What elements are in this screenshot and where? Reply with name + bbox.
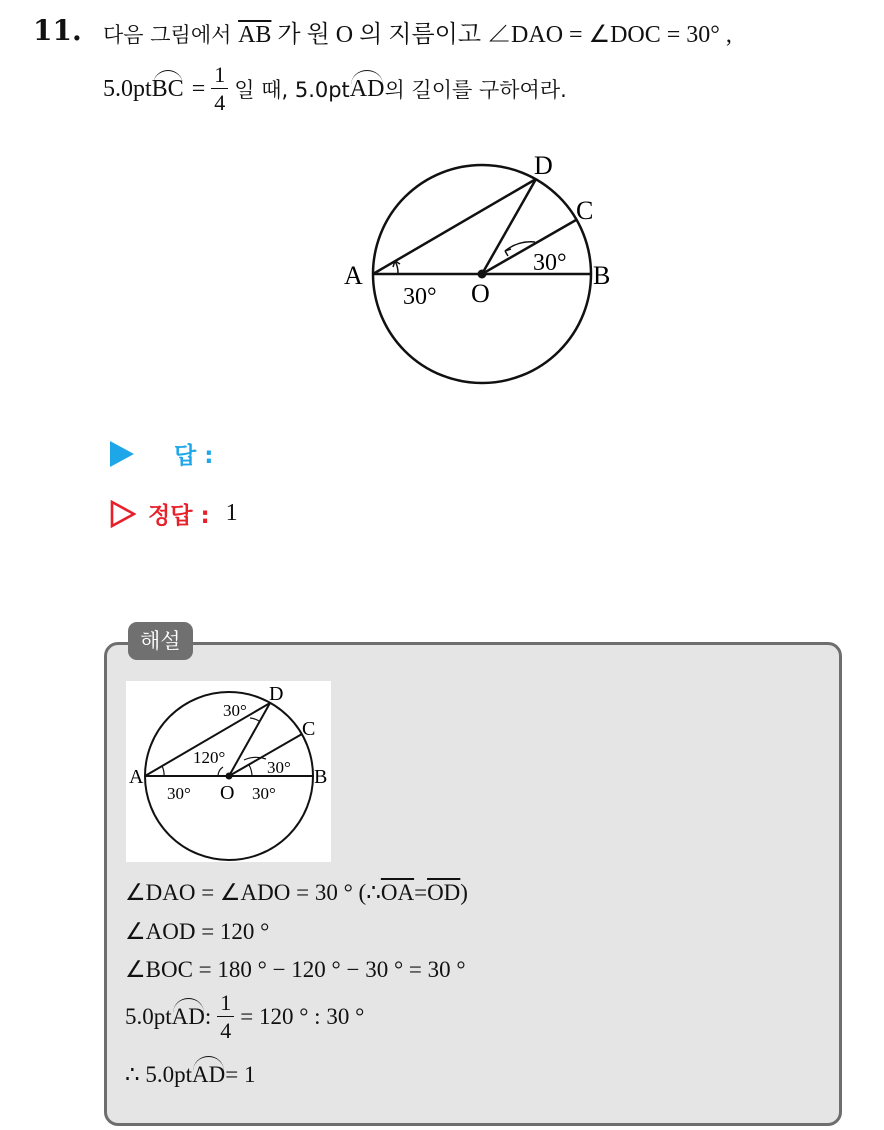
- label-c: C: [576, 196, 594, 225]
- solution-fraction-denominator: 4: [220, 1018, 232, 1043]
- solution-line-1-end: ): [460, 880, 468, 905]
- solution-angle-d: 30°: [223, 701, 247, 720]
- solution-arc-ad-2: AD: [192, 1062, 226, 1087]
- question-line-2: [103, 64, 567, 114]
- solution-line-5-tail: = 1: [225, 1062, 256, 1087]
- solution-line-4-colon: :: [204, 1004, 212, 1029]
- solution-arc-boc: [249, 765, 252, 776]
- solution-arc-doc: [244, 757, 266, 760]
- question-number: 11.: [33, 14, 82, 47]
- solution-line-4: [125, 992, 364, 1042]
- solution-line-5-prefix: ∴ 5.0pt: [125, 1062, 193, 1087]
- question-tail: 의 길이를 구하여라.: [384, 78, 567, 102]
- solution-center-dot: [226, 773, 233, 780]
- solution-fraction-numerator: 1: [217, 992, 234, 1017]
- answer-label: 답 :: [174, 443, 214, 469]
- segment-oa: $\overline{OA}$: [380, 880, 415, 905]
- solution-line-1: [125, 880, 468, 906]
- solution-line-4-prefix: 5.0pt: [125, 1004, 172, 1029]
- circle-figure: [340, 150, 630, 390]
- label-a: A: [344, 261, 363, 290]
- solution-label-d: D: [269, 683, 284, 705]
- segment-ab: $\overline{AB}$: [238, 22, 272, 48]
- fraction-denominator: 4: [214, 90, 226, 115]
- question-mid: 일 때, 5.0pt: [234, 78, 350, 102]
- chord-ad: [373, 179, 536, 274]
- fraction-numerator: 1: [211, 64, 228, 89]
- solution-fraction: [217, 992, 234, 1042]
- center-dot: [478, 270, 487, 279]
- arc-ad: AD: [349, 75, 385, 102]
- arrow-head-o: [505, 249, 511, 256]
- answer-triangle-icon: [110, 441, 134, 467]
- question-text-start: 다음 그림에서: [103, 23, 239, 47]
- solution-arc-ad-1: AD: [171, 1004, 205, 1029]
- answer-row: [110, 437, 213, 470]
- angle-label-a: 30°: [403, 284, 437, 310]
- solution-line-1-equals: =: [414, 880, 428, 905]
- arc-bc: BC: [151, 75, 184, 102]
- label-b: B: [593, 261, 611, 290]
- solution-angle-a: 30°: [167, 784, 191, 803]
- question-text-condition: 가 원 O 의 지름이고 ∠DAO = ∠DOC = 30° ,: [271, 22, 732, 48]
- correct-answer-label: 정답 :: [148, 503, 210, 529]
- label-d: D: [534, 151, 553, 180]
- equals-sign: =: [191, 75, 206, 102]
- solution-arc-a: [162, 766, 164, 776]
- solution-label-a: A: [129, 766, 144, 788]
- question-line-1: [103, 14, 732, 49]
- solution-angle-b: 30°: [252, 784, 276, 803]
- solution-label-b: B: [314, 766, 328, 788]
- solution-figure: [126, 681, 331, 862]
- angle-label-o: 30°: [533, 250, 567, 276]
- solution-line-4-tail: = 120 ° : 30 °: [240, 1004, 365, 1029]
- solution-line-1-text: ∠DAO = ∠ADO = 30 ° (∴: [125, 880, 381, 905]
- correct-answer-row: [110, 497, 238, 530]
- segment-od: $\overline{OD}$: [427, 880, 461, 905]
- solution-arc-aod: [218, 767, 223, 776]
- solution-line-2: ∠AOD = 120 °: [125, 919, 270, 944]
- solution-tag: 해설: [128, 622, 193, 660]
- question-prefix: 5.0pt: [103, 75, 152, 102]
- solution-label-c: C: [302, 718, 316, 740]
- solution-angle-aod: 120°: [193, 748, 226, 767]
- solution-label-o: O: [220, 782, 235, 804]
- correct-triangle-icon: [110, 500, 136, 528]
- fraction: [211, 64, 228, 114]
- solution-line-5: [125, 1062, 256, 1088]
- correct-answer-value: 1: [225, 500, 238, 526]
- solution-line-3: ∠BOC = 180 ° − 120 ° − 30 ° = 30 °: [125, 957, 466, 982]
- solution-angle-doc: 30°: [267, 758, 291, 777]
- solution-arc-d: [250, 718, 259, 721]
- label-o: O: [471, 279, 490, 308]
